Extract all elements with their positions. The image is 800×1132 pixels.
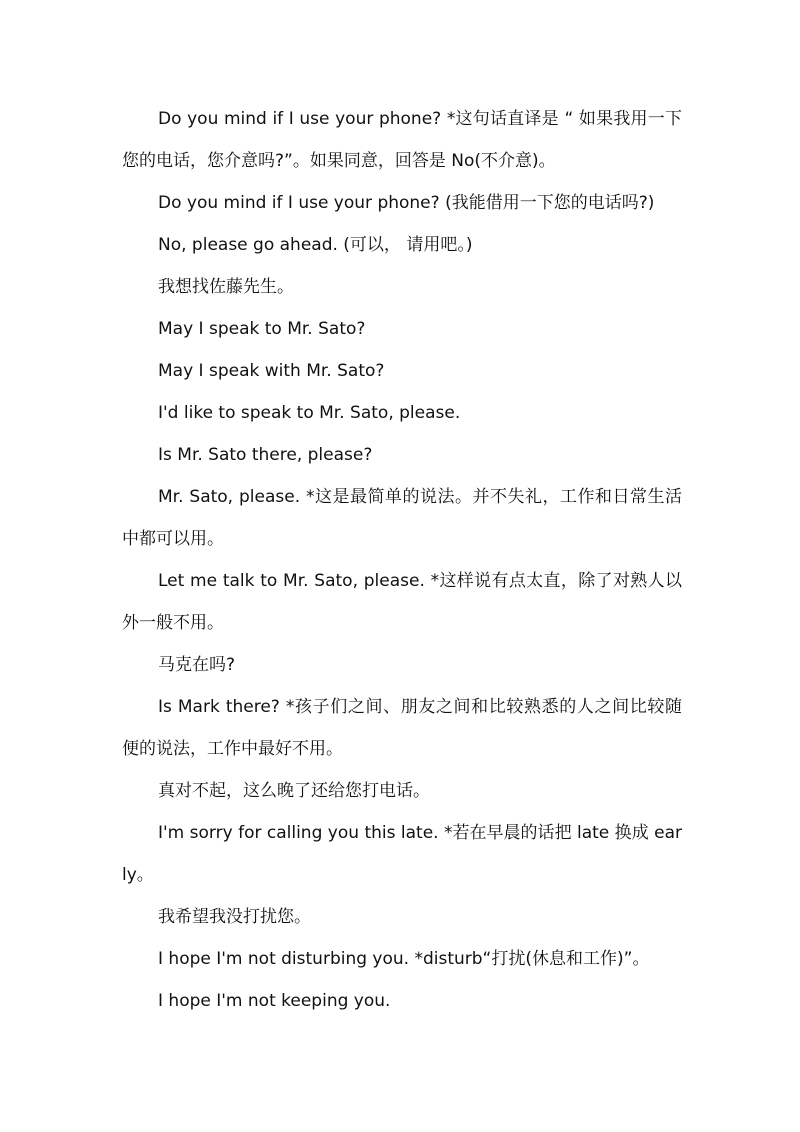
paragraph: May I speak to Mr. Sato? bbox=[158, 319, 366, 339]
paragraph: I'd like to speak to Mr. Sato, please. bbox=[158, 403, 461, 423]
paragraph: Mr. Sato, please. *这是最简单的说法。并不失礼，工作和日常生活中都可以用。 bbox=[122, 487, 682, 549]
document-body bbox=[122, 98, 682, 1022]
paragraph: I hope I'm not keeping you. bbox=[158, 991, 391, 1011]
paragraph: I hope I'm not disturbing you. *disturb“打扰(休息和工作)”。 bbox=[158, 949, 650, 969]
paragraph: I'm sorry for calling you this late. *若在早晨的话把 late 换成 early。 bbox=[122, 823, 682, 885]
paragraph: 真对不起，这么晚了还给您打电话。 bbox=[158, 781, 430, 801]
paragraph: Let me talk to Mr. Sato, please. *这样说有点太直，除了对熟人以外一般不用。 bbox=[122, 571, 682, 633]
paragraph: 我想找佐藤先生。 bbox=[158, 277, 294, 297]
paragraph: Is Mr. Sato there, please? bbox=[158, 445, 373, 465]
paragraph: Do you mind if I use your phone? (我能借用一下您的电话吗?) bbox=[158, 193, 655, 213]
paragraph: 马克在吗? bbox=[158, 655, 236, 675]
paragraph: Do you mind if I use your phone? *这句话直译是 “ 如果我用一下您的电话，您介意吗?”。如果同意，回答是 No(不介意)。 bbox=[122, 109, 682, 171]
paragraph: 我希望我没打扰您。 bbox=[158, 907, 311, 927]
paragraph: Is Mark there? *孩子们之间、朋友之间和比较熟悉的人之间比较随便的说法，工作中最好不用。 bbox=[122, 697, 682, 759]
paragraph: May I speak with Mr. Sato? bbox=[158, 361, 385, 381]
paragraph: No, please go ahead. (可以， 请用吧。) bbox=[158, 235, 473, 255]
